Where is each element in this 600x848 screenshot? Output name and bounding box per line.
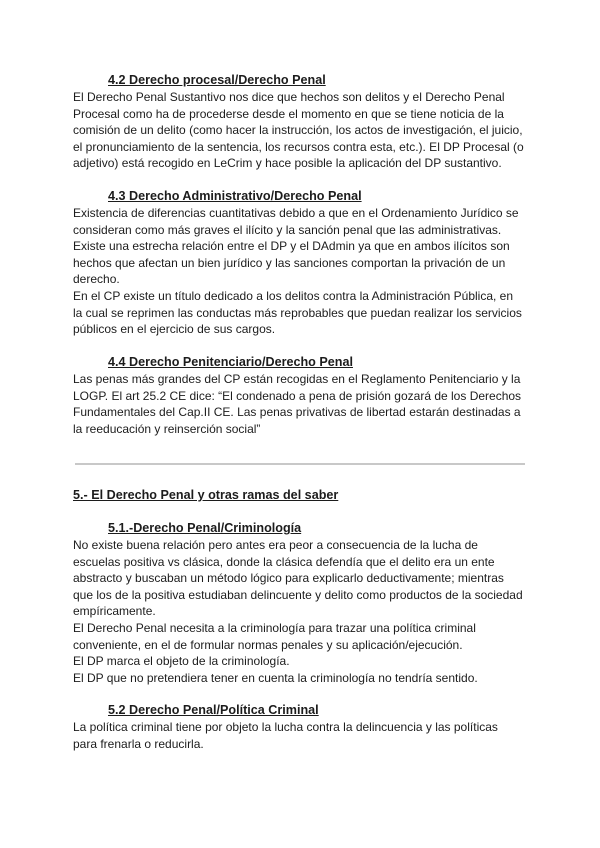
section-heading: 5.2 Derecho Penal/Política Criminal xyxy=(108,703,319,717)
section-heading: 5.1.-Derecho Penal/Criminología xyxy=(108,521,302,535)
paragraph-line: para frenarla o reducirla. xyxy=(73,736,204,751)
paragraph-line: consideran como más graves el ilícito y la sanción penal que las administrativas. xyxy=(73,222,502,237)
paragraph-line: No existe buena relación pero antes era peor a consecuencia de la lucha de xyxy=(73,538,478,552)
paragraph-line: que los de la positiva estudiaban delincuente y delito como productos de la sociedad xyxy=(73,587,523,602)
paragraph-line: El DP marca el objeto de la criminología. xyxy=(73,654,290,669)
paragraph-line: conveniente, en el de formular normas penales y su aplicación/ejecución. xyxy=(73,637,463,652)
section-5-1 xyxy=(73,520,533,686)
paragraph-line: La política criminal tiene por objeto la lucha contra la delincuencia y las políticas xyxy=(73,720,498,734)
paragraph-line: la reeducación y reinserción social” xyxy=(73,421,261,436)
paragraph-line: El DP que no pretendiera tener en cuenta la criminología no tendría sentido. xyxy=(73,670,478,685)
paragraph-line: Fundamentales del Cap.II CE. Las penas privativas de libertad estarán destinadas a xyxy=(73,405,521,420)
section-5 xyxy=(73,487,533,504)
paragraph-line: En el CP existe un título dedicado a los delitos contra la Administración Pública, en xyxy=(73,288,514,303)
horizontal-divider xyxy=(75,463,525,465)
paragraph-line: El Derecho Penal Sustantivo nos dice que hechos son delitos y el Derecho Penal xyxy=(73,90,505,104)
section-4-2 xyxy=(73,72,533,172)
paragraph-line: El Derecho Penal necesita a la criminología para trazar una política criminal xyxy=(73,620,476,635)
chapter-heading: 5.- El Derecho Penal y otras ramas del saber xyxy=(73,488,339,502)
paragraph-line: Existe una estrecha relación entre el DP y el DAdmin ya que en ambos ilícitos son xyxy=(73,239,510,254)
paragraph-line: Las penas más grandes del CP están recogidas en el Reglamento Penitenciario y la xyxy=(73,372,521,386)
section-heading: 4.4 Derecho Penitenciario/Derecho Penal xyxy=(108,355,353,369)
paragraph-line: adjetivo) está recogido en LeCrim y hace posible la aplicación del DP sustantivo. xyxy=(73,156,502,171)
paragraph-line: públicos en el ejercicio de sus cargos. xyxy=(73,322,276,337)
section-4-3 xyxy=(73,188,533,338)
paragraph-line: abstracto y buscaban un método lógico para explicarlo deductivamente; mientras xyxy=(73,571,504,586)
paragraph-line: empíricamente. xyxy=(73,604,156,619)
paragraph-line: escuelas positiva vs clásica, donde la clásica defendía que el delito era un ente xyxy=(73,554,495,569)
paragraph-line: LOGP. El art 25.2 CE dice: “El condenado a pena de prisión gozará de los Derechos xyxy=(73,388,522,403)
paragraph-line: comisión de un delito (como hacer la instrucción, los actos de investigación, el juicio, xyxy=(73,123,523,138)
paragraph-line: derecho. xyxy=(73,272,120,287)
paragraph-line: Existencia de diferencias cuantitativas debido a que en el Ordenamiento Jurídico se xyxy=(73,206,519,220)
section-heading: 4.2 Derecho procesal/Derecho Penal xyxy=(108,73,326,87)
paragraph-line: hechos que afectan un bien jurídico y las sanciones comportan la privación de un xyxy=(73,255,506,270)
paragraph-line: el pronunciamiento de la sentencia, los recursos contra esta, etc.). El DP Procesal (o xyxy=(73,139,524,154)
paragraph-line: Procesal como ha de procederse desde el momento en que se tiene noticia de la xyxy=(73,106,504,121)
section-4-4 xyxy=(73,354,533,437)
section-heading: 4.3 Derecho Administrativo/Derecho Penal xyxy=(108,189,362,203)
paragraph-line: la cual se reprimen las conductas más reprobables que puedan realizar los servicios xyxy=(73,305,522,320)
section-5-2 xyxy=(73,702,533,752)
